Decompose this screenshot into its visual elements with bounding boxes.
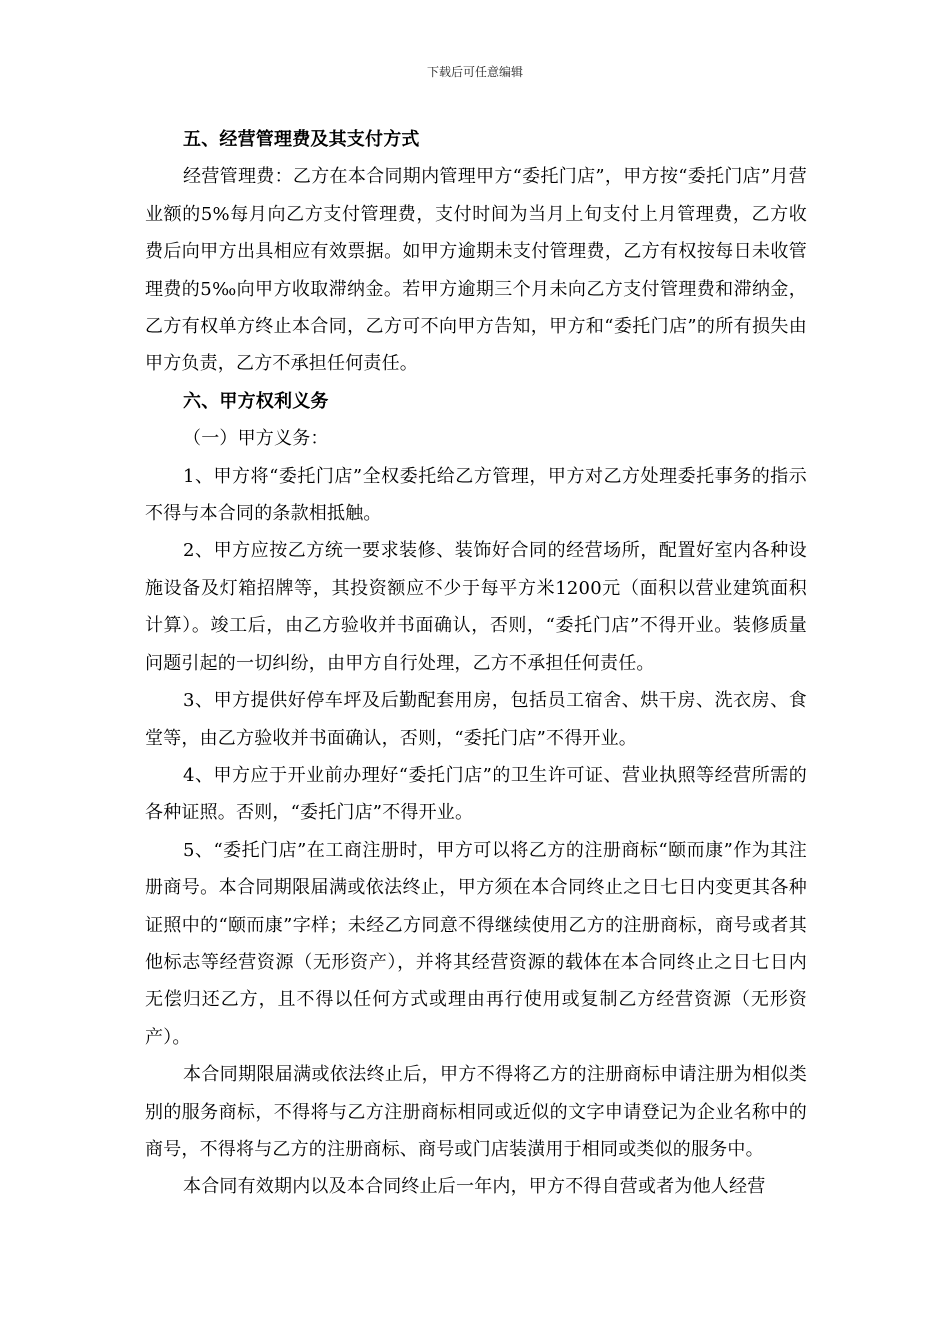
page-header-note: 下载后可任意编辑 <box>426 65 523 79</box>
clause-5: 5、“委托门店”在工商注册时，甲方可以将乙方的注册商标“颐而康”作为其注册商号。本合同期限届满或依法终止，甲方须在本合同终止之日七日内变更其各种证照中的“颐而康”字样；未经乙方同意不得继续使用乙方的注册商标，商号或者其他标志等经营资源（无形资产），并将其经营资源的载体在本合同终止之日七日内无偿归还乙方，且不得以任何方式或理由再行使用或复制乙方经营资源（无形资产）。 <box>145 839 807 1048</box>
section-heading-management-fee: 五、经营管理费及其支付方式 <box>183 129 420 150</box>
paragraph-non-compete: 本合同有效期内以及本合同终止后一年内，甲方不得自营或者为他人经营 <box>183 1176 766 1198</box>
document-body <box>145 121 807 1206</box>
clause-2: 2、甲方应按乙方统一要求装修、装饰好合同的经营场所，配置好室内各种设施设备及灯箱招牌等，其投资额应不少于每平方米1200元（面积以营业建筑面积计算）。竣工后，由乙方验收并书面确认，否则，“委托门店”不得开业。装修质量问题引起的一切纠纷，由甲方自行处理，乙方不承担任何责任。 <box>145 540 807 674</box>
paragraph-trademark-restriction: 本合同期限届满或依法终止后，甲方不得将乙方的注册商标申请注册为相似类别的服务商标，不得将与乙方注册商标相同或近似的文字申请登记为企业名称中的商号，不得将与乙方的注册商标、商号或门店装潢用于相同或类似的服务中。 <box>145 1064 807 1160</box>
clause-3: 3、甲方提供好停车坪及后勤配套用房，包括员工宿舍、烘干房、洗衣房、食堂等，由乙方验收并书面确认，否则，“委托门店”不得开业。 <box>145 690 807 749</box>
subheading-party-a-obligations: （一）甲方义务： <box>183 428 329 450</box>
clause-4: 4、甲方应于开业前办理好“委托门店”的卫生许可证、营业执照等经营所需的各种证照。否则，“委托门店”不得开业。 <box>145 764 807 824</box>
paragraph-management-fee: 经营管理费：乙方在本合同期内管理甲方“委托门店”，甲方按“委托门店”月营业额的5%每月向乙方支付管理费，支付时间为当月上旬支付上月管理费，乙方收费后向甲方出具相应有效票据。如甲方逾期未支付管理费，乙方有权按每日未收管理费的5‰向甲方收取滞纳金。若甲方逾期三个月未向乙方支付管理费和滞纳金，乙方有权单方终止本合同，乙方可不向甲方告知，甲方和“委托门店”的所有损失由甲方负责，乙方不承担任何责任。 <box>145 166 807 375</box>
clause-1: 1、甲方将“委托门店”全权委托给乙方管理，甲方对乙方处理委托事务的指示不得与本合同的条款相抵触。 <box>145 465 807 525</box>
section-heading-party-a-rights: 六、甲方权利义务 <box>183 390 329 412</box>
